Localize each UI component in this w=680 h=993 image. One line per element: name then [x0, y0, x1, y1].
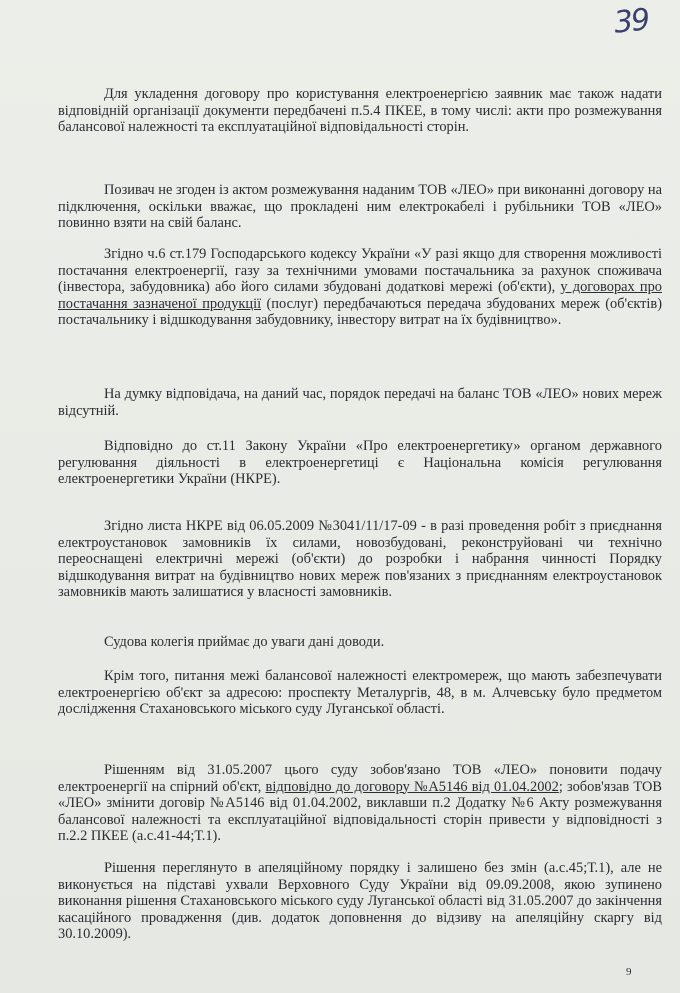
handwritten-page-number: 39 — [612, 2, 650, 41]
underlined-phrase: у договорах про постачання зазначеної продукції — [58, 279, 662, 312]
paragraph-10: Рішення переглянуто в апеляційному порядку і залишено без змін (а.с.45;Т.1), але не виконується на підставі ухвали Верховного Суду України від 09.09.2008, якою зупинено виконання рішення Стахановського міського суду Луганської області від 31.05.2007 до закінчення касаційного провадження (див. додаток доповнення до відзиву на апеляційну скаргу від 30.10.2009). — [58, 860, 662, 942]
paragraph-9: Рішенням від 31.05.2007 цього суду зобов'язано ТОВ «ЛЕО» поновити подачу електроенергії на спірний об'єкт, відповідно до договору №А5146 від 01.04.2002; зобов'язав ТОВ «ЛЕО» змінити договір №А5146 від 01.04.2002, виклавши п.2 Додатку №6 Акту розмежування балансової належності та експлуатаційної відповідальності сторін привести у відповідності з п.2.2 ПКЕЕ (а.с.41-44;Т.1). — [58, 762, 662, 844]
paragraph-2: Позивач не згоден із актом розмежування наданим ТОВ «ЛЕО» при виконанні договору на підключення, оскільки вважає, що прокладені ним електрокабелі і рубільники ТОВ «ЛЕО» повинно взяти на свій баланс. — [58, 182, 662, 231]
paragraph-6: Згідно листа НКРЕ від 06.05.2009 №3041/11/17-09 - в разі проведення робіт з приєднання електроустановок замовників їх силами, новозбудовані, реконструйовані чи технічно переоснащені електричні мережі (об'єкти) до розробки і набрання чинності Порядку відшкодування витрат на будівництво нових мереж пов'язаних з приєднанням електроустановок замовників мають залишатися у власності замовників. — [58, 518, 662, 600]
paragraph-4: На думку відповідача, на даний час, порядок передачі на баланс ТОВ «ЛЕО» нових мереж відсутній. — [58, 386, 662, 419]
paragraph-7: Судова колегія приймає до уваги дані доводи. — [104, 634, 385, 650]
paragraph-3: Згідно ч.6 ст.179 Господарського кодексу України «У разі якщо для створення можливості постачання електроенергії, газу за технічними умовами постачальника за рахунок споживача (інвестора, забудовника) або його силами збудовані додаткові мережі (об'єкти), у договорах про постачання зазначеної продукції (послуг) передбачаються передача збудованих мереж (об'єктів) постачальнику і відшкодування забудовнику, інвестору витрат на їх будівництво». — [58, 246, 662, 328]
page-number: 9 — [626, 966, 632, 978]
underlined-phrase: відповідно до договору №А5146 від 01.04.2002 — [265, 778, 559, 795]
paragraph-8: Крім того, питання межі балансової належності електромереж, що мають забезпечувати електроенергією об'єкт за адресою: проспекту Металургів, 48, в м. Алчевську було предметом дослідження Стахановського міського суду Луганської області. — [58, 668, 662, 717]
paragraph-5: Відповідно до ст.11 Закону України «Про електроенергетику» органом державного регулювання діяльності в електроенергетиці є Національна комісія регулювання електроенергетики України (НКРЕ). — [58, 438, 662, 487]
paragraph-1: Для укладення договору про користування електроенергією заявник має також надати відповідній організації документи передбачені п.5.4 ПКЕЕ, в тому числі: акти про розмежування балансової належності та експлуатаційної відповідальності сторін. — [58, 86, 662, 135]
